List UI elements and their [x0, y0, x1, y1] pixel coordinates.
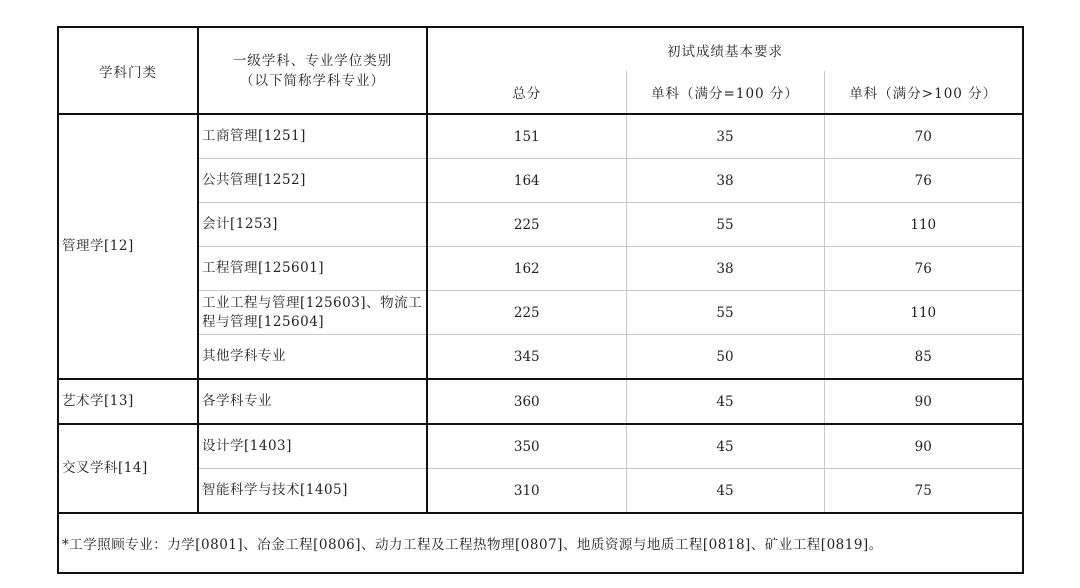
single-100-cell: 55 — [626, 203, 824, 247]
header-discipline-line1: 一级学科、专业学位类别 — [232, 52, 393, 69]
footnote: *工学照顾专业：力学[0801]、冶金工程[0806]、动力工程及工程热物理[0807]、地质资源与地质工程[0818]、矿业工程[0819]。 — [62, 537, 883, 553]
total-cell: 162 — [427, 247, 626, 291]
score-table-container — [57, 26, 1022, 574]
category-cell: 艺术学[13] — [58, 379, 198, 424]
single-100-cell: 45 — [626, 379, 824, 424]
total-cell: 345 — [427, 335, 626, 380]
single-100-cell: 45 — [626, 469, 824, 514]
header-total: 总分 — [427, 71, 626, 114]
total-cell: 350 — [427, 424, 626, 469]
single-over-100-cell: 110 — [824, 291, 1023, 335]
single-100-cell: 50 — [626, 335, 824, 380]
single-over-100-cell: 70 — [824, 114, 1023, 159]
discipline-line1: 工业工程与管理[125603]、物流工 — [202, 294, 423, 311]
table-row — [58, 379, 1023, 424]
table-row — [58, 203, 1023, 247]
header-discipline — [198, 27, 427, 114]
discipline-cell: 其他学科专业 — [198, 335, 427, 380]
total-cell: 151 — [427, 114, 626, 159]
single-100-cell: 38 — [626, 159, 824, 203]
total-cell: 360 — [427, 379, 626, 424]
table-row — [58, 159, 1023, 203]
discipline-cell: 各学科专业 — [198, 379, 427, 424]
single-100-cell: 45 — [626, 424, 824, 469]
discipline-cell: 设计学[1403] — [198, 424, 427, 469]
discipline-line2: 程与管理[125604] — [202, 313, 325, 330]
total-cell: 225 — [427, 291, 626, 335]
single-over-100-cell: 90 — [824, 424, 1023, 469]
header-category: 学科门类 — [58, 27, 198, 114]
total-cell: 164 — [427, 159, 626, 203]
table-row — [58, 114, 1023, 159]
single-over-100-cell: 76 — [824, 247, 1023, 291]
table-row — [58, 469, 1023, 514]
total-cell: 225 — [427, 203, 626, 247]
discipline-cell: 智能科学与技术[1405] — [198, 469, 427, 514]
single-over-100-cell: 75 — [824, 469, 1023, 514]
table-row — [58, 335, 1023, 380]
discipline-cell: 会计[1253] — [198, 203, 427, 247]
note-row — [58, 513, 1023, 573]
category-cell: 管理学[12] — [58, 114, 198, 379]
total-cell: 310 — [427, 469, 626, 514]
category-cell: 交叉学科[14] — [58, 424, 198, 513]
single-over-100-cell: 90 — [824, 379, 1023, 424]
header-single-over-100: 单科（满分>100 分） — [824, 71, 1023, 114]
single-over-100-cell: 85 — [824, 335, 1023, 380]
table-row — [58, 247, 1023, 291]
single-100-cell: 38 — [626, 247, 824, 291]
table-row — [58, 424, 1023, 469]
discipline-cell: 公共管理[1252] — [198, 159, 427, 203]
single-100-cell: 35 — [626, 114, 824, 159]
single-100-cell: 55 — [626, 291, 824, 335]
score-table — [57, 26, 1024, 574]
header-row-1 — [58, 27, 1023, 71]
single-over-100-cell: 76 — [824, 159, 1023, 203]
discipline-cell: 工程管理[125601] — [198, 247, 427, 291]
header-single-100: 单科（满分=100 分） — [626, 71, 824, 114]
discipline-cell — [198, 291, 427, 335]
table-row — [58, 291, 1023, 335]
header-requirement: 初试成绩基本要求 — [667, 43, 783, 60]
discipline-cell: 工商管理[1251] — [198, 114, 427, 159]
header-discipline-line2: （以下简称学科专业） — [240, 72, 385, 89]
single-over-100-cell: 110 — [824, 203, 1023, 247]
